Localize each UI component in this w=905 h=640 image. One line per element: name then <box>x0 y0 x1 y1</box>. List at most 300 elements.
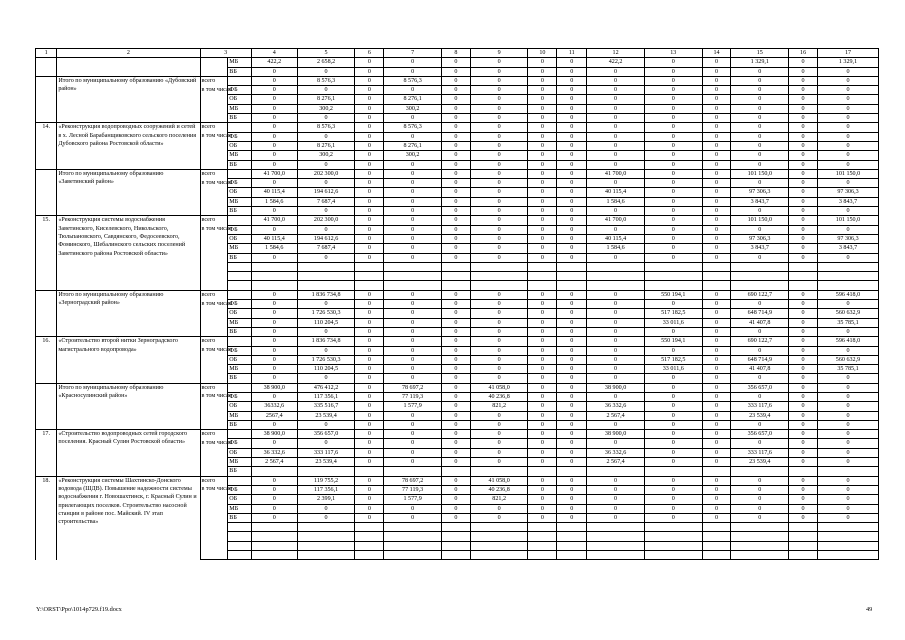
value-cell: 0 <box>702 132 731 141</box>
value-cell: 0 <box>789 188 818 197</box>
value-cell: 0 <box>528 197 557 206</box>
value-cell: 0 <box>251 179 297 188</box>
value-cell: 0 <box>251 290 297 299</box>
row-description: Итого по муниципальному образованию «Дубовский район» <box>57 76 200 122</box>
value-cell: 0 <box>528 253 557 262</box>
value-cell: 0 <box>587 290 645 299</box>
value-cell: 0 <box>644 448 702 457</box>
value-cell: 0 <box>557 160 587 169</box>
value-cell <box>557 262 587 271</box>
value-cell: 0 <box>470 504 528 513</box>
value-cell: 0 <box>528 337 557 346</box>
value-cell: 0 <box>355 402 384 411</box>
value-cell: 7 687,4 <box>297 244 355 253</box>
value-cell: 38 900,0 <box>587 383 645 392</box>
value-cell: 0 <box>644 485 702 494</box>
value-cell: 476 412,2 <box>297 383 355 392</box>
value-cell: 0 <box>528 495 557 504</box>
value-cell: 0 <box>644 197 702 206</box>
value-cell: 78 697,2 <box>384 383 442 392</box>
value-cell <box>731 467 789 476</box>
value-cell: 0 <box>297 253 355 262</box>
row-label <box>200 114 228 123</box>
value-cell: 0 <box>702 207 731 216</box>
value-cell: 0 <box>789 300 818 309</box>
value-cell: 0 <box>587 67 645 76</box>
value-cell: 0 <box>789 411 818 420</box>
value-cell: 0 <box>587 476 645 485</box>
page-number: 49 <box>866 606 873 613</box>
value-cell: 0 <box>251 132 297 141</box>
value-cell: 0 <box>557 355 587 364</box>
value-cell: 0 <box>587 355 645 364</box>
value-cell <box>817 523 878 532</box>
value-cell: 1 584,6 <box>587 197 645 206</box>
value-cell <box>470 272 528 281</box>
value-cell <box>557 523 587 532</box>
value-cell: 0 <box>789 430 818 439</box>
value-cell: 0 <box>557 132 587 141</box>
value-cell: 0 <box>470 458 528 467</box>
funding-source: ОБ <box>228 141 252 150</box>
value-cell: 0 <box>789 476 818 485</box>
value-cell <box>557 551 587 560</box>
value-cell <box>441 532 470 541</box>
funding-source: ОБ <box>228 188 252 197</box>
value-cell: 0 <box>251 337 297 346</box>
row-label <box>200 160 228 169</box>
funding-source: ФБ <box>228 179 252 188</box>
value-cell: 0 <box>470 207 528 216</box>
value-cell: 0 <box>355 346 384 355</box>
value-cell: 0 <box>587 95 645 104</box>
value-cell: 1 584,6 <box>251 197 297 206</box>
value-cell: 0 <box>384 411 442 420</box>
value-cell: 0 <box>441 430 470 439</box>
value-cell: 194 612,6 <box>297 234 355 243</box>
value-cell: 0 <box>384 430 442 439</box>
value-cell: 0 <box>441 355 470 364</box>
value-cell: 0 <box>557 141 587 150</box>
value-cell: 0 <box>644 495 702 504</box>
value-cell: 1 577,9 <box>384 402 442 411</box>
value-cell: 0 <box>731 86 789 95</box>
value-cell: 0 <box>528 169 557 178</box>
row-label <box>200 551 228 560</box>
value-cell <box>587 272 645 281</box>
value-cell: 648 714,9 <box>731 309 789 318</box>
value-cell: 0 <box>297 132 355 141</box>
value-cell: 0 <box>731 374 789 383</box>
funding-source: ФБ <box>228 485 252 494</box>
value-cell: 0 <box>441 411 470 420</box>
value-cell <box>557 272 587 281</box>
funding-source: ОБ <box>228 95 252 104</box>
value-cell: 0 <box>441 365 470 374</box>
value-cell: 333 117,6 <box>731 402 789 411</box>
row-description: «Реконструкция системы Шахтинско-Донского водовода (ШДВ). Повышение надежности системы водоснабжения г. Новошахтинск, г. Красный Сулин и прилегающих поселков. Строительство насосной станции в районе пос. Майский. IV этап строительства» <box>57 476 200 560</box>
value-cell: 0 <box>644 216 702 225</box>
value-cell: 0 <box>557 104 587 113</box>
value-cell: 202 300,0 <box>297 216 355 225</box>
value-cell: 0 <box>470 225 528 234</box>
value-cell: 550 194,1 <box>644 290 702 299</box>
column-number: 14 <box>702 49 731 58</box>
value-cell: 0 <box>644 402 702 411</box>
row-description: Итого по муниципальному образованию «Красносулинский район» <box>57 383 200 429</box>
row-number: 16. <box>36 337 57 383</box>
value-cell: 0 <box>731 104 789 113</box>
value-cell: 0 <box>817 392 878 401</box>
value-cell: 0 <box>528 402 557 411</box>
value-cell: 0 <box>702 485 731 494</box>
value-cell <box>384 551 442 560</box>
funding-source <box>228 337 252 346</box>
value-cell <box>297 262 355 271</box>
row-label <box>200 513 228 522</box>
value-cell: 0 <box>441 374 470 383</box>
value-cell: 0 <box>384 160 442 169</box>
value-cell: 0 <box>702 476 731 485</box>
value-cell: 0 <box>644 123 702 132</box>
value-cell: 1 836 734,8 <box>297 337 355 346</box>
value-cell: 0 <box>587 86 645 95</box>
value-cell: 0 <box>355 439 384 448</box>
row-number <box>36 290 57 336</box>
table-row <box>36 430 879 439</box>
value-cell: 0 <box>702 420 731 429</box>
funding-source: ОБ <box>228 448 252 457</box>
value-cell: 0 <box>731 504 789 513</box>
value-cell: 0 <box>355 216 384 225</box>
value-cell <box>297 532 355 541</box>
value-cell: 0 <box>702 160 731 169</box>
table-row <box>36 337 879 346</box>
value-cell: 0 <box>441 420 470 429</box>
value-cell: 0 <box>470 300 528 309</box>
value-cell: 0 <box>297 346 355 355</box>
value-cell: 0 <box>441 197 470 206</box>
value-cell: 0 <box>384 67 442 76</box>
value-cell: 0 <box>355 290 384 299</box>
value-cell: 0 <box>644 188 702 197</box>
value-cell: 0 <box>731 67 789 76</box>
value-cell <box>297 272 355 281</box>
value-cell: 1 584,6 <box>251 244 297 253</box>
value-cell: 0 <box>789 207 818 216</box>
value-cell: 3 843,7 <box>731 197 789 206</box>
value-cell: 8 576,3 <box>297 123 355 132</box>
value-cell: 0 <box>702 151 731 160</box>
value-cell: 1 726 530,3 <box>297 309 355 318</box>
value-cell <box>297 281 355 290</box>
value-cell: 0 <box>251 346 297 355</box>
value-cell: 0 <box>355 188 384 197</box>
value-cell: 0 <box>789 225 818 234</box>
value-cell: 0 <box>355 67 384 76</box>
value-cell <box>731 551 789 560</box>
value-cell: 0 <box>528 439 557 448</box>
value-cell: 0 <box>470 123 528 132</box>
row-description: «Реконструкция водопроводных сооружений и сетей в х. Лесной Барабанщиковского сельского поселения Дубовского района Ростовской области» <box>57 123 200 169</box>
value-cell <box>251 551 297 560</box>
value-cell: 0 <box>470 76 528 85</box>
row-label <box>200 67 228 76</box>
value-cell <box>789 523 818 532</box>
row-label <box>200 355 228 364</box>
value-cell: 0 <box>384 132 442 141</box>
row-label: всего <box>200 383 228 392</box>
table-row <box>36 476 879 485</box>
value-cell: 0 <box>702 197 731 206</box>
value-cell: 0 <box>817 95 878 104</box>
column-number: 16 <box>789 49 818 58</box>
value-cell: 0 <box>355 448 384 457</box>
value-cell: 0 <box>251 114 297 123</box>
value-cell: 0 <box>644 67 702 76</box>
file-path: Y:\ORST\Ppo\1014p729.f19.docx <box>36 606 122 613</box>
value-cell: 0 <box>297 207 355 216</box>
value-cell: 0 <box>355 86 384 95</box>
row-label: в том числе <box>200 225 228 234</box>
value-cell: 36 332,6 <box>251 448 297 457</box>
value-cell <box>251 272 297 281</box>
funding-source <box>228 169 252 178</box>
value-cell: 0 <box>251 309 297 318</box>
value-cell: 2 658,2 <box>297 58 355 67</box>
value-cell: 0 <box>384 179 442 188</box>
value-cell: 560 632,9 <box>817 309 878 318</box>
value-cell: 0 <box>731 160 789 169</box>
value-cell <box>557 281 587 290</box>
value-cell: 0 <box>441 458 470 467</box>
value-cell: 0 <box>644 225 702 234</box>
value-cell: 41 058,0 <box>470 476 528 485</box>
value-cell: 1 584,6 <box>587 244 645 253</box>
value-cell: 0 <box>644 234 702 243</box>
row-label: в том числе <box>200 485 228 494</box>
value-cell: 0 <box>731 225 789 234</box>
value-cell: 1 577,9 <box>384 495 442 504</box>
value-cell: 0 <box>384 337 442 346</box>
value-cell: 0 <box>355 76 384 85</box>
value-cell: 0 <box>441 504 470 513</box>
value-cell: 0 <box>702 411 731 420</box>
value-cell <box>384 523 442 532</box>
value-cell: 0 <box>297 114 355 123</box>
value-cell: 0 <box>557 495 587 504</box>
value-cell: 0 <box>470 374 528 383</box>
value-cell <box>441 551 470 560</box>
value-cell <box>355 551 384 560</box>
value-cell: 0 <box>644 383 702 392</box>
value-cell: 101 150,0 <box>731 216 789 225</box>
row-label: всего <box>200 290 228 299</box>
value-cell: 0 <box>817 104 878 113</box>
value-cell: 0 <box>557 86 587 95</box>
value-cell: 97 306,3 <box>731 234 789 243</box>
value-cell: 0 <box>644 104 702 113</box>
value-cell: 0 <box>441 337 470 346</box>
row-label <box>200 365 228 374</box>
value-cell: 0 <box>528 300 557 309</box>
value-cell: 0 <box>557 216 587 225</box>
value-cell: 0 <box>817 458 878 467</box>
value-cell: 0 <box>817 300 878 309</box>
value-cell: 202 300,0 <box>297 169 355 178</box>
value-cell: 0 <box>470 58 528 67</box>
value-cell: 0 <box>817 114 878 123</box>
value-cell <box>251 467 297 476</box>
value-cell <box>644 272 702 281</box>
value-cell: 0 <box>702 383 731 392</box>
value-cell: 2 567,4 <box>251 458 297 467</box>
value-cell: 8 576,3 <box>384 76 442 85</box>
row-number <box>36 383 57 429</box>
value-cell: 0 <box>441 95 470 104</box>
value-cell: 0 <box>528 244 557 253</box>
row-label <box>200 281 228 290</box>
value-cell: 0 <box>587 141 645 150</box>
value-cell: 0 <box>297 160 355 169</box>
value-cell: 0 <box>557 504 587 513</box>
value-cell: 97 306,3 <box>817 188 878 197</box>
value-cell: 0 <box>731 495 789 504</box>
value-cell: 40 236,8 <box>470 392 528 401</box>
value-cell: 0 <box>528 346 557 355</box>
value-cell <box>587 532 645 541</box>
value-cell: 40 115,4 <box>587 234 645 243</box>
value-cell: 0 <box>557 123 587 132</box>
value-cell: 0 <box>384 234 442 243</box>
value-cell: 0 <box>644 151 702 160</box>
row-label <box>200 207 228 216</box>
value-cell <box>355 523 384 532</box>
value-cell: 0 <box>528 151 557 160</box>
value-cell: 0 <box>557 327 587 336</box>
value-cell: 0 <box>731 253 789 262</box>
funding-source: ВБ <box>228 327 252 336</box>
value-cell: 0 <box>817 141 878 150</box>
value-cell: 0 <box>789 392 818 401</box>
value-cell: 0 <box>587 318 645 327</box>
value-cell: 0 <box>355 318 384 327</box>
value-cell: 194 612,6 <box>297 188 355 197</box>
value-cell: 0 <box>355 95 384 104</box>
row-label <box>200 458 228 467</box>
value-cell: 78 697,2 <box>384 476 442 485</box>
value-cell <box>644 541 702 550</box>
value-cell: 0 <box>702 244 731 253</box>
value-cell: 0 <box>441 86 470 95</box>
funding-source: ВБ <box>228 467 252 476</box>
value-cell: 40 115,4 <box>251 234 297 243</box>
value-cell: 0 <box>384 439 442 448</box>
row-label <box>200 420 228 429</box>
value-cell: 0 <box>644 76 702 85</box>
value-cell: 0 <box>297 439 355 448</box>
value-cell: 0 <box>702 458 731 467</box>
value-cell: 0 <box>789 197 818 206</box>
value-cell: 0 <box>384 346 442 355</box>
value-cell: 0 <box>384 420 442 429</box>
value-cell: 0 <box>470 420 528 429</box>
value-cell: 0 <box>817 420 878 429</box>
value-cell: 0 <box>557 151 587 160</box>
value-cell: 0 <box>789 448 818 457</box>
value-cell: 0 <box>441 216 470 225</box>
value-cell: 0 <box>557 207 587 216</box>
value-cell: 0 <box>355 234 384 243</box>
funding-source: МБ <box>228 504 252 513</box>
value-cell: 0 <box>587 300 645 309</box>
value-cell: 0 <box>251 439 297 448</box>
table-row <box>36 383 879 392</box>
value-cell: 0 <box>644 458 702 467</box>
value-cell: 0 <box>441 327 470 336</box>
value-cell: 0 <box>355 495 384 504</box>
value-cell <box>702 532 731 541</box>
value-cell: 0 <box>251 86 297 95</box>
value-cell: 0 <box>702 504 731 513</box>
value-cell: 0 <box>528 355 557 364</box>
value-cell: 0 <box>297 300 355 309</box>
value-cell: 0 <box>557 290 587 299</box>
value-cell: 0 <box>251 207 297 216</box>
value-cell: 0 <box>355 141 384 150</box>
row-description: «Строительство водопроводных сетей городского поселения. Красный Сулин Ростовской области» <box>57 430 200 476</box>
row-label <box>200 272 228 281</box>
value-cell: 0 <box>817 123 878 132</box>
value-cell: 0 <box>441 318 470 327</box>
column-number: 3 <box>200 49 251 58</box>
funding-source <box>228 430 252 439</box>
value-cell: 0 <box>384 458 442 467</box>
value-cell: 0 <box>644 95 702 104</box>
value-cell: 0 <box>789 123 818 132</box>
value-cell: 0 <box>702 402 731 411</box>
row-label: в том числе <box>200 300 228 309</box>
value-cell: 0 <box>251 420 297 429</box>
value-cell: 0 <box>557 225 587 234</box>
value-cell: 0 <box>557 365 587 374</box>
value-cell: 0 <box>441 67 470 76</box>
value-cell: 356 657,0 <box>297 430 355 439</box>
value-cell: 0 <box>587 309 645 318</box>
value-cell: 0 <box>251 318 297 327</box>
value-cell: 0 <box>528 420 557 429</box>
column-number: 6 <box>355 49 384 58</box>
value-cell: 2 567,4 <box>587 411 645 420</box>
value-cell: 0 <box>789 458 818 467</box>
value-cell: 0 <box>644 346 702 355</box>
value-cell: 0 <box>789 169 818 178</box>
value-cell <box>528 467 557 476</box>
value-cell: 0 <box>587 327 645 336</box>
value-cell <box>702 541 731 550</box>
value-cell: 0 <box>731 300 789 309</box>
value-cell: 101 150,0 <box>817 216 878 225</box>
value-cell: 0 <box>251 76 297 85</box>
value-cell: 0 <box>251 392 297 401</box>
value-cell: 41 700,0 <box>251 169 297 178</box>
row-label <box>200 197 228 206</box>
value-cell <box>384 272 442 281</box>
value-cell: 0 <box>644 513 702 522</box>
value-cell: 0 <box>355 58 384 67</box>
value-cell: 0 <box>528 179 557 188</box>
value-cell: 0 <box>702 439 731 448</box>
